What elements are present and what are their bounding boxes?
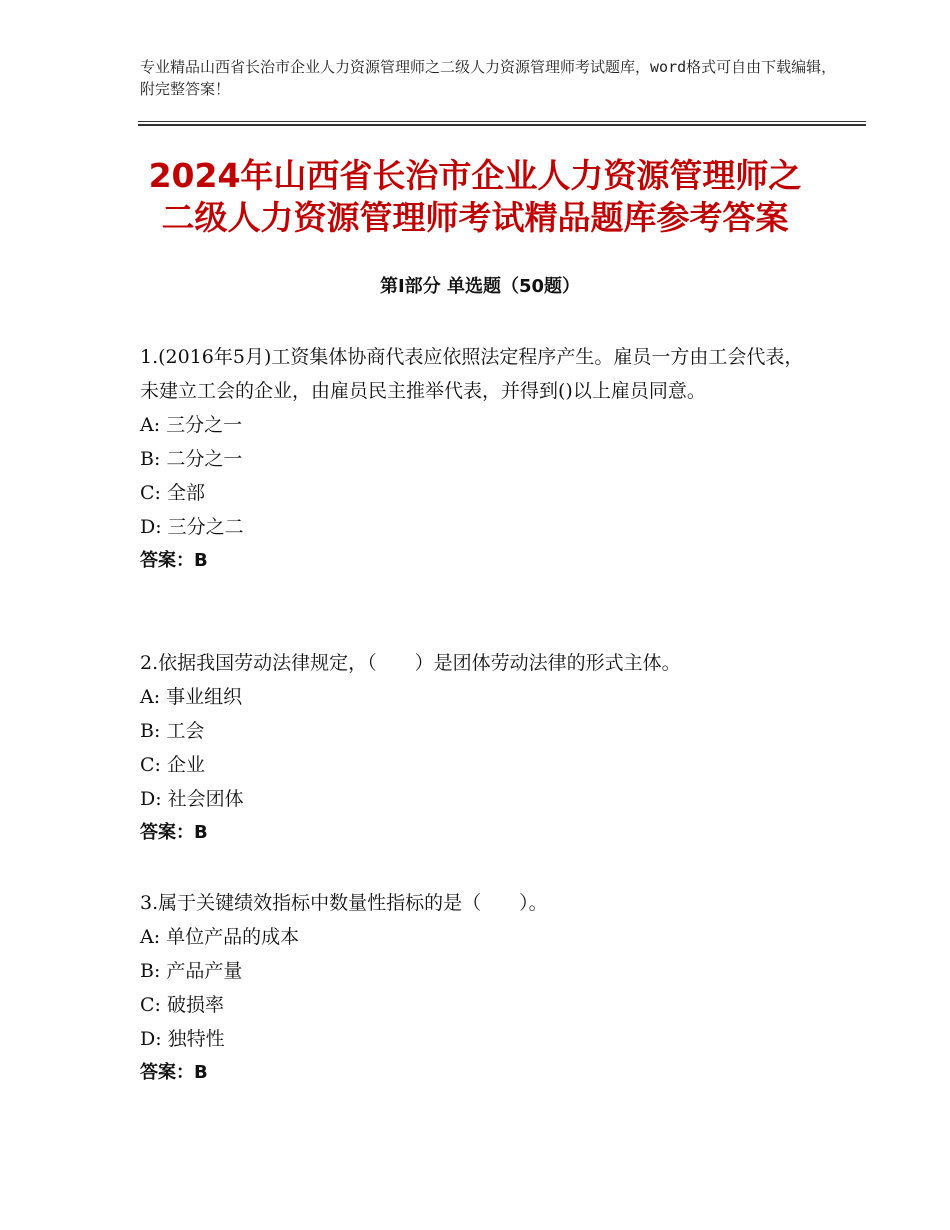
question-2: [140, 646, 820, 850]
header-note: 专业精品山西省长治市企业人力资源管理师之二级人力资源管理师考试题库，word格式可自由下载编辑，附完整答案！: [140, 58, 837, 98]
question-3: [140, 886, 820, 1090]
option-c: C: 破损率: [140, 994, 224, 1016]
document-title-line-1: 2024年山西省长治市企业人力资源管理师之: [148, 156, 802, 195]
header-rule-thin: [138, 121, 866, 122]
option-c: C: 全部: [140, 482, 205, 504]
question-stem: 2.依据我国劳动法律规定，（ ）是团体劳动法律的形式主体。: [140, 652, 681, 674]
option-d: D: 独特性: [140, 1028, 225, 1050]
option-b: B: 二分之一: [140, 448, 243, 470]
answer: 答案：B: [140, 550, 208, 571]
option-b: B: 工会: [140, 720, 205, 742]
section-title: 第I部分 单选题（50题）: [379, 276, 580, 297]
question-stem: 1.(2016年5月)工资集体协商代表应依照法定程序产生。雇员一方由工会代表，未建立工会的企业，由雇员民主推举代表，并得到()以上雇员同意。: [140, 346, 804, 402]
option-b: B: 产品产量: [140, 960, 243, 982]
option-a: A: 单位产品的成本: [140, 926, 300, 948]
question-stem: 3.属于关键绩效指标中数量性指标的是（ ）。: [140, 892, 548, 914]
option-d: D: 社会团体: [140, 788, 244, 810]
option-d: D: 三分之二: [140, 516, 244, 538]
question-1: [140, 340, 820, 578]
answer: 答案：B: [140, 1062, 208, 1083]
option-a: A: 事业组织: [140, 686, 243, 708]
option-c: C: 企业: [140, 754, 205, 776]
option-a: A: 三分之一: [140, 414, 243, 436]
document-title: [100, 155, 850, 239]
document-title-line-2: 二级人力资源管理师考试精品题库参考答案: [161, 198, 789, 237]
answer: 答案：B: [140, 822, 208, 843]
header-rule-thick: [138, 124, 866, 126]
